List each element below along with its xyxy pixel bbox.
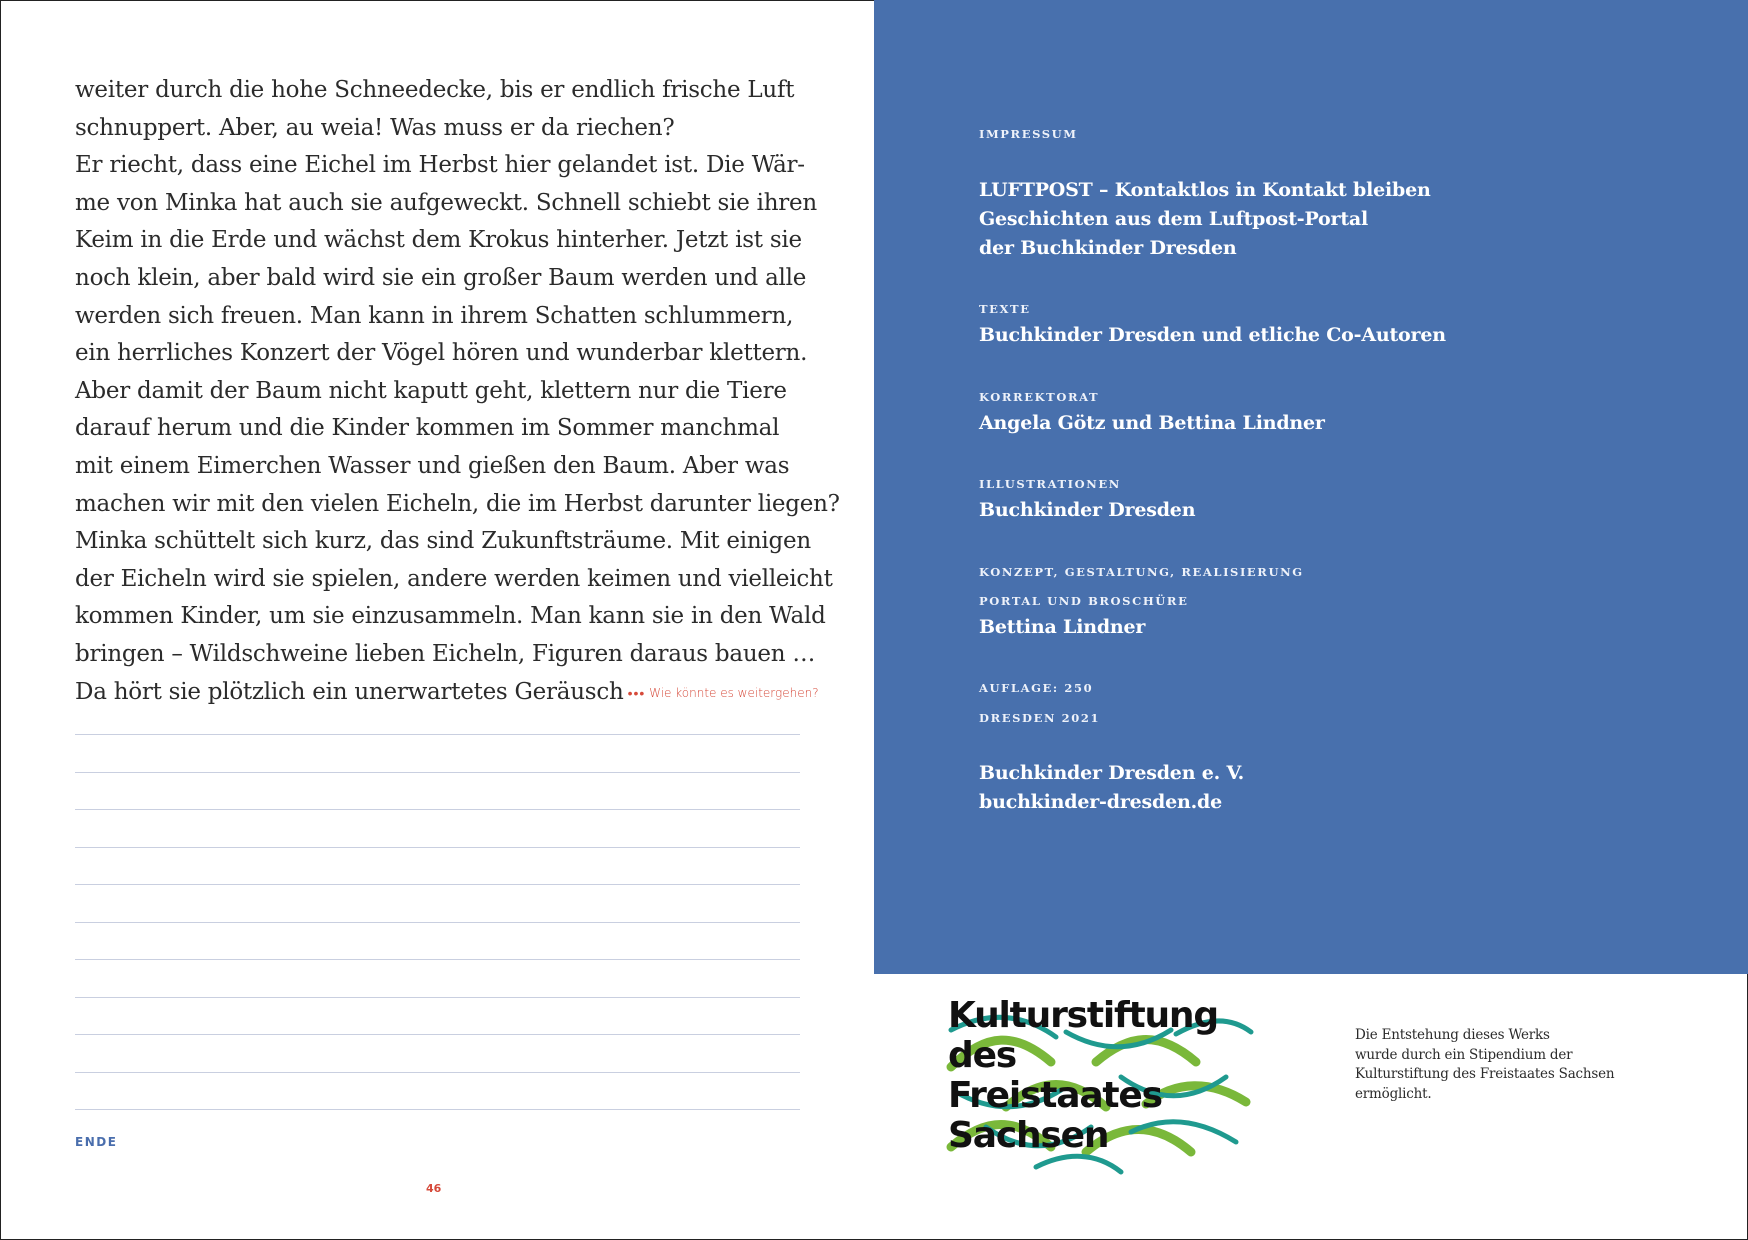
story-line: bringen – Wildschweine lieben Eicheln, Figuren daraus bauen … [75,640,816,667]
logo-wordmark [948,996,1218,1156]
sponsor-credit [1355,1026,1635,1104]
publisher-website[interactable]: buchkinder-dresden.de [979,791,1223,813]
story-text [75,72,840,711]
title-line: LUFTPOST – Kontaktlos in Kontakt bleiben [979,179,1431,201]
publisher-name: Buchkinder Dresden e. V. [979,762,1245,784]
portal-label: PORTAL UND BROSCHÜRE [979,594,1189,608]
logo-line: Sachsen [948,1115,1109,1156]
writing-line[interactable] [75,1109,800,1110]
writing-line[interactable] [75,772,800,773]
ort-jahr: DRESDEN 2021 [979,711,1101,725]
credit-line: Die Entstehung dieses Werks [1355,1027,1550,1043]
story-line: schnuppert. Aber, au weia! Was muss er da riechen? [75,114,675,141]
story-line: Aber damit der Baum nicht kaputt geht, klettern nur die Tiere [75,377,787,404]
story-line: ein herrliches Konzert der Vögel hören und wunderbar klettern. [75,340,808,367]
publication-title [979,176,1431,263]
writing-line[interactable] [75,922,800,923]
writing-line[interactable] [75,1072,800,1073]
korrektorat-value: Angela Götz und Bettina Lindner [979,412,1325,434]
kulturstiftung-logo [946,992,1256,1178]
texte-value: Buchkinder Dresden und etliche Co-Autoren [979,324,1446,346]
credit-line: ermöglicht. [1355,1085,1432,1102]
writing-line[interactable] [75,959,800,960]
logo-line: Kulturstiftung [948,995,1218,1036]
logo-line: Freistaates [948,1075,1162,1116]
story-last-line [75,674,819,712]
story-line: Minka schüttelt sich kurz, das sind Zukunftsträume. Mit einigen [75,528,811,555]
story-line: kommen Kinder, um sie einzusammeln. Man kann sie in den Wald [75,603,826,630]
korrektorat-label: KORREKTORAT [979,390,1100,404]
writing-line[interactable] [75,884,800,885]
story-line: mit einem Eimerchen Wasser und gießen den Baum. Aber was [75,452,790,479]
impressum-heading: IMPRESSUM [979,127,1078,141]
page-number: 46 [426,1182,442,1195]
story-line: Da hört sie plötzlich ein unerwartetes Geräusch [75,678,624,705]
writing-line[interactable] [75,847,800,848]
story-line: me von Minka hat auch sie aufgeweckt. Schnell schiebt sie ihren [75,189,817,216]
prompt-dots: ••• [627,685,646,702]
illustrationen-value: Buchkinder Dresden [979,499,1196,521]
writing-line[interactable] [75,734,800,735]
end-label: ENDE [75,1135,118,1149]
writing-line[interactable] [75,997,800,998]
prompt-text: Wie könnte es weitergehen? [649,685,819,700]
texte-label: TEXTE [979,302,1031,316]
auflage: AUFLAGE: 250 [979,681,1094,695]
logo-line: des [948,1035,1017,1076]
title-line: Geschichten aus dem Luftpost-Portal [979,208,1369,230]
story-line: noch klein, aber bald wird sie ein großer Baum werden und alle [75,264,807,291]
konzept-label: KONZEPT, GESTALTUNG, REALISIERUNG [979,565,1304,579]
story-line: machen wir mit den vielen Eicheln, die im Herbst darunter liegen? [75,490,840,517]
story-line: werden sich freuen. Man kann in ihrem Schatten schlummern, [75,302,794,329]
story-line: Keim in die Erde und wächst dem Krokus hinterher. Jetzt ist sie [75,227,802,254]
konzept-value: Bettina Lindner [979,616,1146,638]
writing-line[interactable] [75,1034,800,1035]
story-line: Er riecht, dass eine Eichel im Herbst hier gelandet ist. Die Wär- [75,152,805,179]
story-line: darauf herum und die Kinder kommen im Sommer manchmal [75,415,780,442]
credit-line: wurde durch ein Stipendium der [1355,1046,1573,1063]
continue-prompt [628,686,819,700]
story-line: weiter durch die hohe Schneedecke, bis er endlich frische Luft [75,77,795,103]
credit-line: Kulturstiftung des Freistaates Sachsen [1355,1066,1615,1082]
illustrationen-label: ILLUSTRATIONEN [979,477,1121,491]
story-line: der Eicheln wird sie spielen, andere werden keimen und vielleicht [75,565,833,592]
writing-line[interactable] [75,809,800,810]
title-line: der Buchkinder Dresden [979,237,1237,259]
